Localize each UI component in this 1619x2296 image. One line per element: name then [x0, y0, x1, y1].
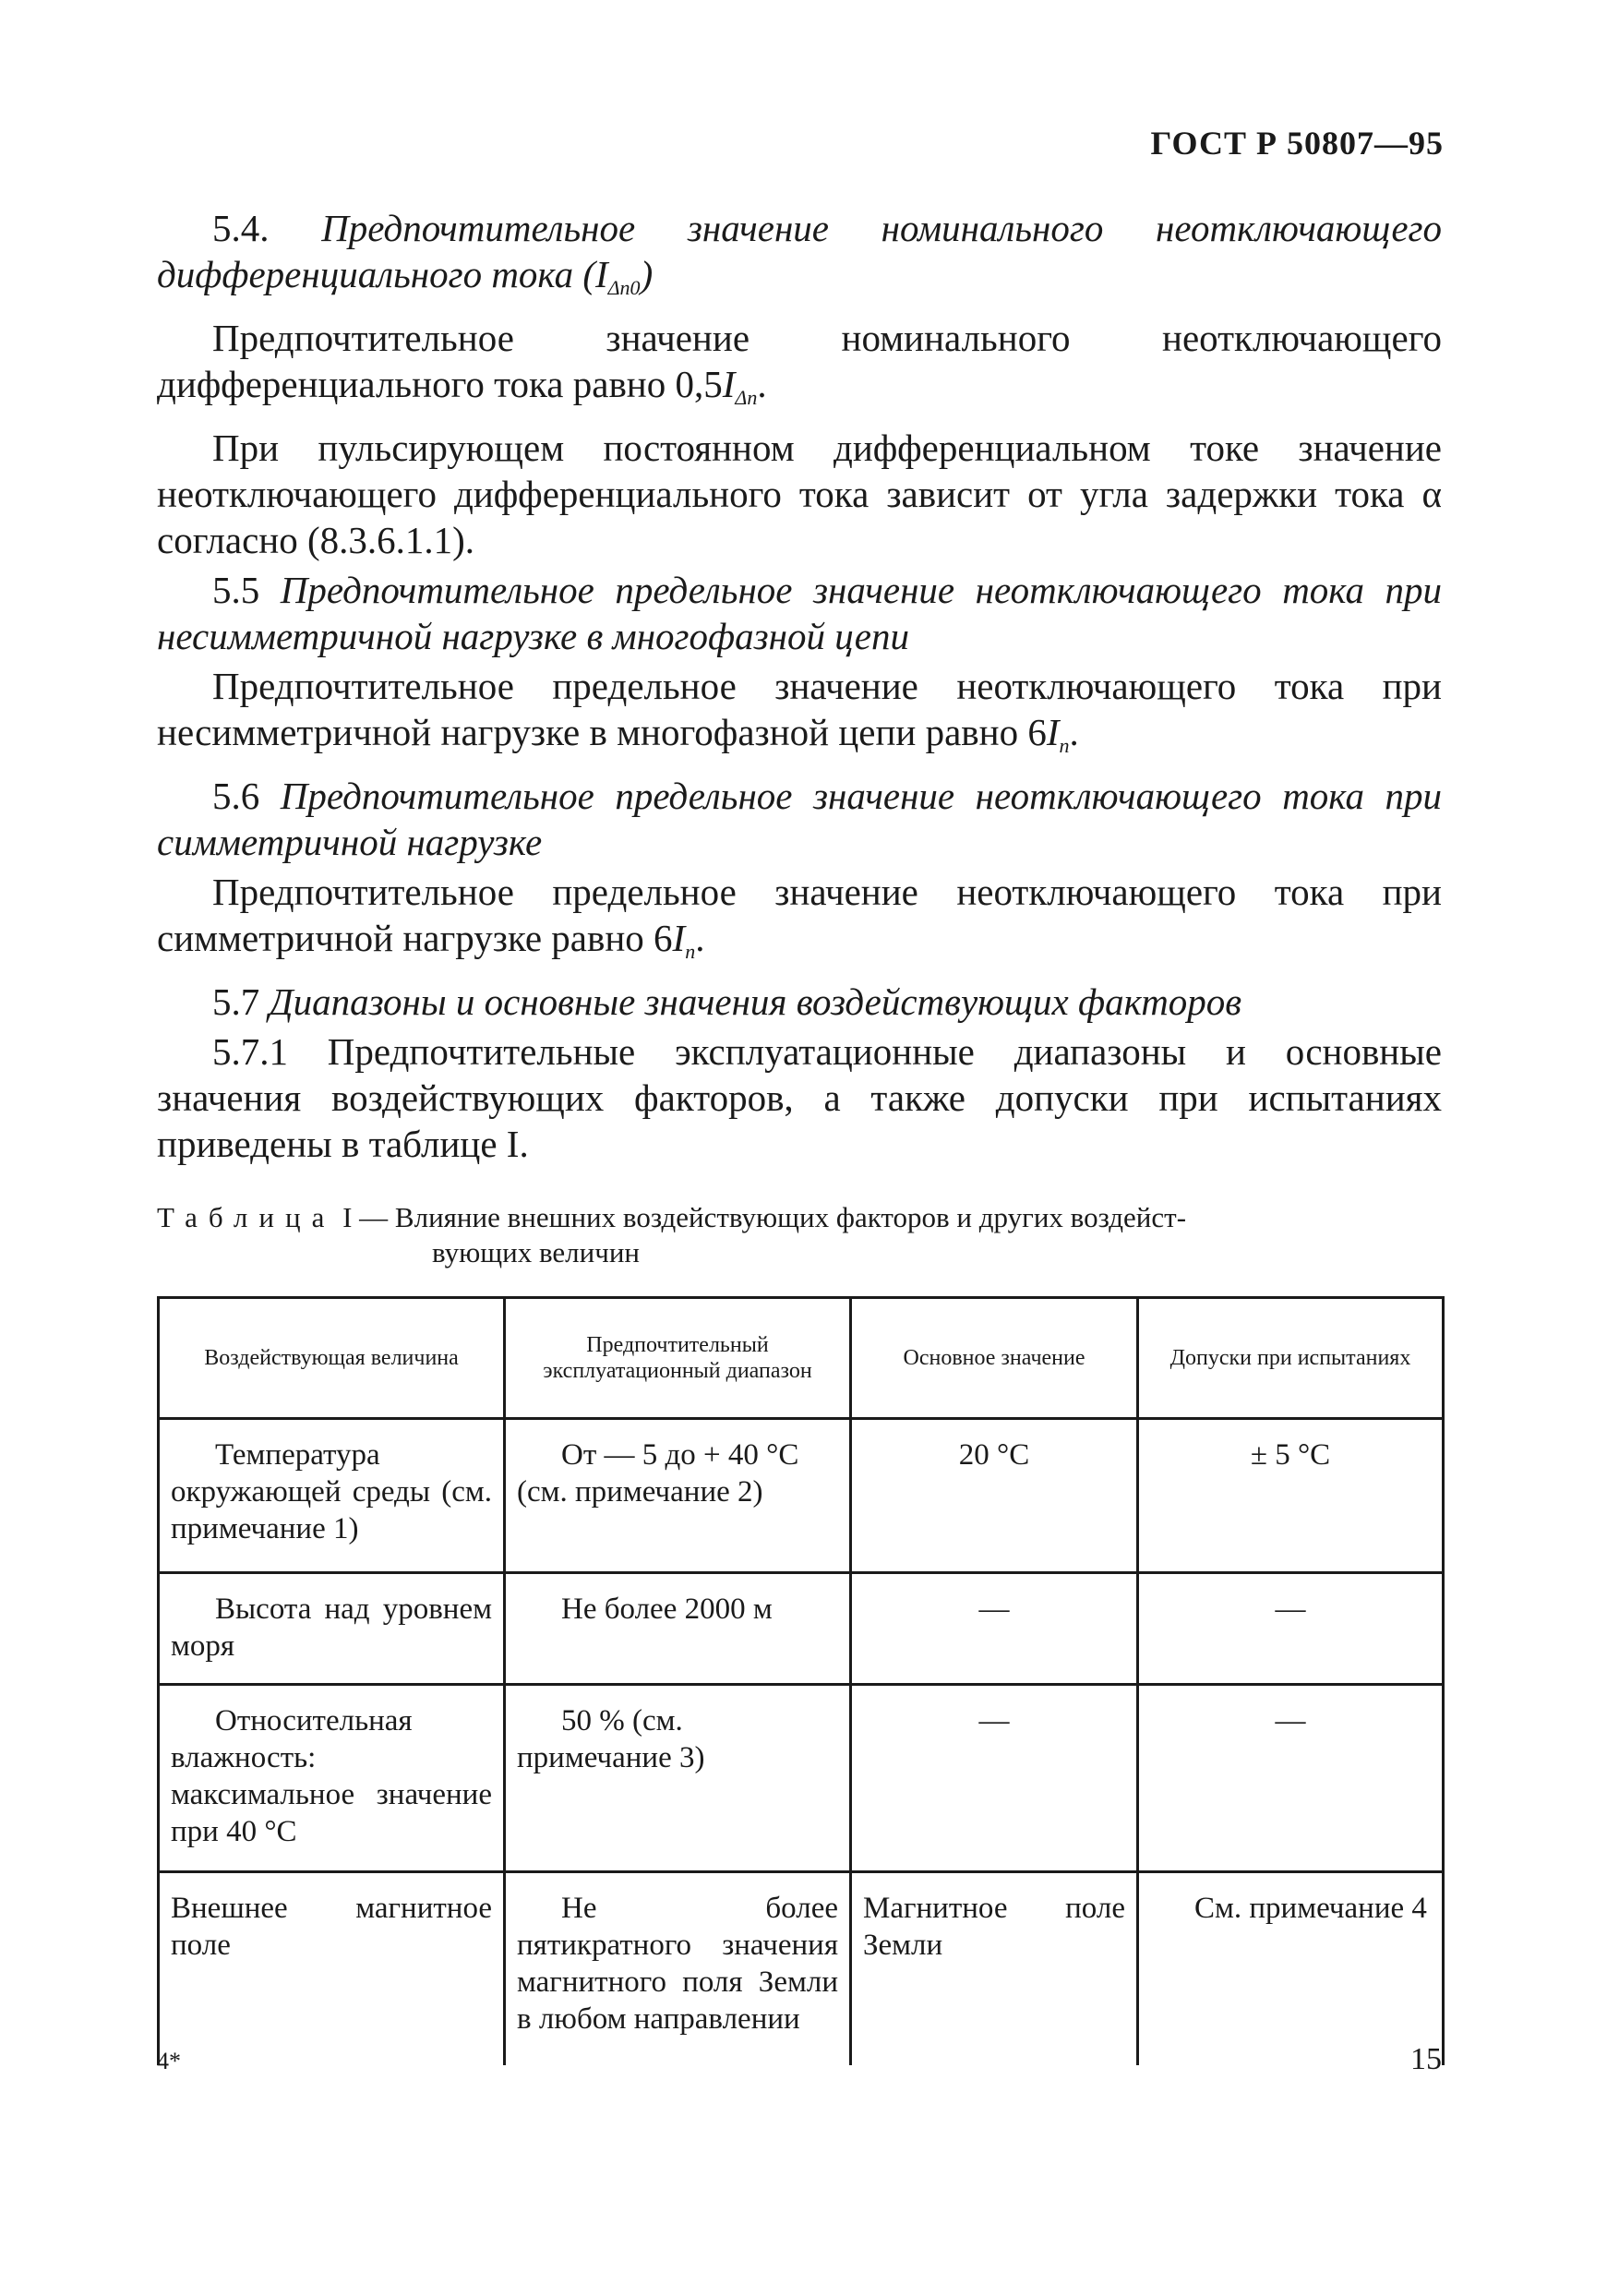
symbol-subscript: n [685, 940, 696, 963]
table-cell: Не более пятикратного значения магнитного поля Земли в любом направлении [505, 1872, 851, 2066]
table-cell: Магнитное поле Земли [851, 1872, 1138, 2066]
symbol: I [1046, 711, 1060, 753]
symbol-subscript: Δn0 [607, 276, 641, 299]
paragraph-5-6-1 [157, 869, 1442, 975]
table-row [159, 1419, 1444, 1573]
symbol: I [722, 363, 736, 405]
section-number: 5.6 [212, 775, 260, 817]
symbol-subscript: n [1059, 734, 1070, 757]
section-number: 5.7 [212, 980, 260, 1023]
header-range: Предпочтительный эксплуатационный диапазон [505, 1298, 851, 1419]
section-heading-5-5 [157, 567, 1442, 659]
table-cell: — [851, 1685, 1138, 1872]
symbol-subscript: Δn [735, 386, 758, 409]
paragraph-5-7-1: 5.7.1 Предпочтительные эксплуатационные диапазоны и основные значения воздействующих факторов, а также допуски при испытаниях приведены в таблице I. [157, 1030, 1442, 1165]
table-cell: Не более 2000 м [505, 1573, 851, 1685]
table-header-row [159, 1298, 1444, 1419]
factors-table [157, 1296, 1445, 2065]
table-cell: Относительная влажность: максимальное значение при 40 °C [159, 1685, 505, 1872]
caption-text-line2: вующих величин [432, 1236, 640, 1268]
paragraph-5-4-1 [157, 315, 1442, 421]
header-factor: Воздействующая величина [159, 1298, 505, 1419]
section-title: Предпочтительное предельное значение неотключающего тока при несимметричной нагрузке в многофазной цепи [157, 569, 1443, 657]
table-cell: Температура окружающей среды (см. примечание 1) [159, 1419, 505, 1573]
table-cell: — [851, 1573, 1138, 1685]
paragraph-text: Предпочтительное значение номинального неотключающего дифференциального тока равно 0,5 [157, 317, 1442, 405]
symbol: I [672, 917, 686, 959]
section-title: Предпочтительное значение номинального неотключающего дифференциального тока (I [157, 207, 1443, 295]
table-row [159, 1573, 1444, 1685]
table-caption [157, 1200, 1442, 1270]
section-heading-5-7 [157, 979, 1442, 1025]
paragraph-tail: . [757, 363, 767, 405]
table-cell: 50 % (см. примечание 3) [505, 1685, 851, 1872]
caption-text-line1: — Влияние внешних воздействующих факторов и других воздейст- [359, 1201, 1187, 1233]
paragraph-5-4-2: При пульсирующем постоянном дифференциальном токе значение неотключающего дифференциального тока зависит от угла задержки тока α согласно (8.3.6.1.1). [157, 427, 1442, 561]
table-cell: См. примечание 4 [1138, 1872, 1444, 2066]
document-code: ГОСТ Р 50807—95 [1150, 125, 1444, 162]
section-title-close: ) [640, 253, 654, 295]
table-row [159, 1872, 1444, 2066]
table-cell: Высота над уровнем моря [159, 1573, 505, 1685]
caption-number: I [342, 1201, 353, 1233]
table-cell: 20 °C [851, 1419, 1138, 1573]
signature-mark: 4* [157, 2048, 181, 2074]
caption-label: Таблица [157, 1201, 336, 1233]
section-heading-5-4 [157, 205, 1442, 311]
paragraph-5-5-1 [157, 663, 1442, 769]
table-cell: Внешнее магнитное поле [159, 1872, 505, 2066]
paragraph-text: Предпочтительное предельное значение неотключающего тока при симметричной нагрузке равно 6 [157, 871, 1442, 959]
section-title: Диапазоны и основные значения воздействующих факторов [269, 980, 1242, 1023]
section-title: Предпочтительное предельное значение неотключающего тока при симметричной нагрузке [157, 775, 1443, 863]
table-row [159, 1685, 1444, 1872]
table-cell: — [1138, 1685, 1444, 1872]
table-cell: От — 5 до + 40 °C (см. примечание 2) [505, 1419, 851, 1573]
section-heading-5-6 [157, 773, 1442, 865]
paragraph-tail: . [695, 917, 705, 959]
paragraph-tail: . [1069, 711, 1079, 753]
document-body [157, 205, 1442, 2065]
header-base-value: Основное значение [851, 1298, 1138, 1419]
section-number: 5.4. [212, 207, 270, 249]
table-cell: — [1138, 1573, 1444, 1685]
section-number: 5.5 [212, 569, 260, 611]
page-number: 15 [1410, 2042, 1442, 2076]
table-cell: ± 5 °C [1138, 1419, 1444, 1573]
paragraph-text: Предпочтительное предельное значение неотключающего тока при несимметричной нагрузке в многофазной цепи равно 6 [157, 665, 1442, 753]
header-tolerance: Допуски при испытаниях [1138, 1298, 1444, 1419]
